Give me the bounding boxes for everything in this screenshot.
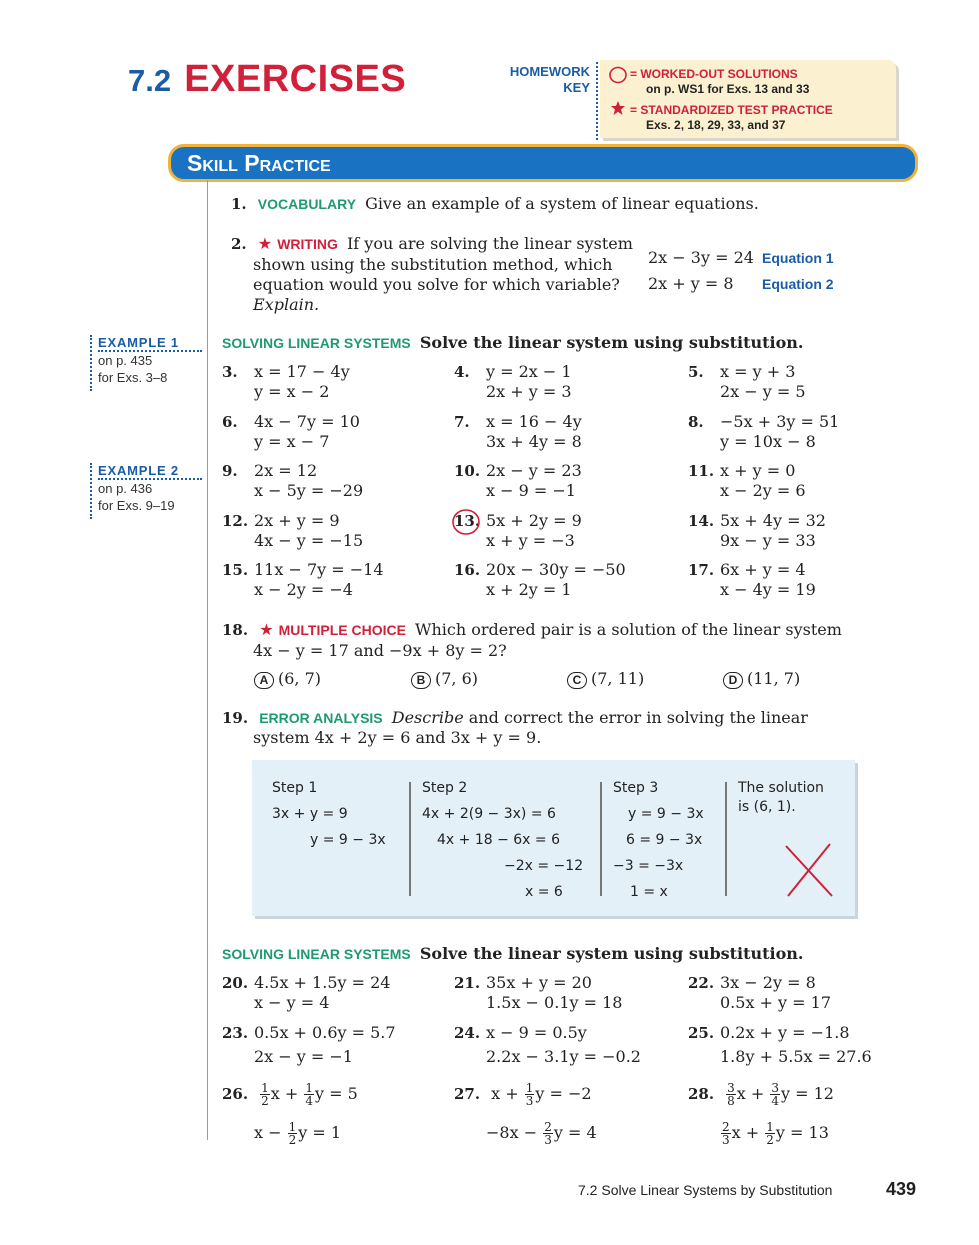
problem-28: 28. $\frac{3}{8}$ x + $\frac{3}{4}$ y = 12 [688,1081,834,1108]
exercise-text: Which ordered pair is a solution of the linear system [415,620,842,639]
problem-number: 9. [222,462,238,480]
step-line: −3 = −3x [613,858,684,874]
equation-line: x − 2y = 6 [720,481,806,500]
choice-letter: D [723,672,743,689]
exercise-verb: Describe [391,708,464,727]
choice-text: (7, 11) [591,669,645,688]
exercise-number: 18. [222,621,249,639]
problem-number: 22. [688,974,715,992]
problem-number: 25. [688,1024,715,1042]
key-worked-detail: on p. WS1 for Exs. 13 and 33 [646,82,810,96]
step-divider [725,782,727,896]
problem-number: 23. [222,1024,249,1042]
problem [222,412,360,452]
problem [454,412,582,452]
problem [222,362,350,402]
section-text: Solve the linear system using substitution. [419,944,804,963]
sidebar-line: for Exs. 3–8 [98,370,168,385]
equation-line: x = y + 3 [720,362,796,381]
solution-line: is (6, 1). [738,799,796,815]
problem-26-line-2: x − $\frac{1}{2}$ y = 1 [254,1120,342,1147]
choice-letter: C [567,672,587,689]
problem-number: 28. [688,1085,715,1103]
problem-number: 17. [688,561,715,579]
choice-a[interactable] [254,669,321,689]
choice-letter: B [411,672,431,689]
exercise-1 [231,194,759,214]
page-number: 439 [886,1179,917,1199]
exercise-18 [222,620,842,661]
exercise-tag: MULTIPLE CHOICE [278,622,406,638]
error-x-icon [782,842,836,900]
problem-number: 4. [454,363,470,381]
problem-26: 26. $\frac{1}{2}$ x + $\frac{1}{4}$ y = 5 [222,1081,358,1108]
exercise-2 [231,234,631,315]
step-divider [600,782,602,896]
equation-line: x − y = 4 [254,993,330,1012]
step-line: 3x + y = 9 [272,806,348,822]
title-number: 7.2 [128,63,172,98]
equation-line: 0.5x + y = 17 [720,993,832,1012]
problem [688,1023,872,1067]
exercise-text: 4x − y = 17 and −9x + 8y = 2? [253,641,507,660]
problem-number: 8. [688,413,704,431]
equation-line: 0.2x + y = −1.8 [720,1023,850,1042]
homework-key-label [470,64,590,96]
exercise-text: system 4x + 2y = 6 and 3x + y = 9. [253,728,542,747]
problem-number: 11. [688,462,715,480]
exercise-text: If you are solving the linear system [346,234,633,253]
equation-line: x − 5y = −29 [254,481,364,500]
step-line: 4x + 18 − 6x = 6 [437,832,560,848]
problem [222,1023,396,1067]
problem [222,973,390,1013]
problem-number: 15. [222,561,249,579]
banner-label: Skill Practice [187,150,331,176]
equation-line: 2x = 12 [254,461,318,480]
section-heading [222,944,803,963]
section-tag: SOLVING LINEAR SYSTEMS [222,335,411,351]
circle-icon [608,66,628,84]
problem [454,973,622,1013]
problem-number: 16. [454,561,481,579]
sidebar-line: on p. 435 [98,353,153,368]
problem [454,560,626,600]
problem-number: 27. [454,1085,481,1103]
problem-number: 14. [688,512,715,530]
sidebar-line: on p. 436 [98,481,153,496]
equation-line: y = x − 2 [254,382,330,401]
key-std-detail: Exs. 2, 18, 29, 33, and 37 [646,118,786,132]
equation-line: x − 2y = −4 [254,580,353,599]
equation-line: −5x + 3y = 51 [720,412,840,431]
exercise-text: shown using the substitution method, which [253,255,613,274]
problem-number: 12. [222,512,249,530]
equation-line: 1.5x − 0.1y = 18 [486,993,623,1012]
exercise-tag: ERROR ANALYSIS [259,710,383,726]
equation-line: 9x − y = 33 [720,531,816,550]
sidebar-dotline [90,335,92,391]
problem-number: 6. [222,413,238,431]
choice-d[interactable] [723,669,800,689]
step-line: x = 6 [525,884,563,900]
problem [454,1023,641,1067]
equation-line: x + y = −3 [486,531,575,550]
problem [222,461,363,501]
solution-line: The solution [738,780,824,796]
step-line: y = 9 − 3x [628,806,704,822]
sidebar-example-1 [90,335,205,386]
error-analysis-box [252,760,855,916]
problem [688,412,839,452]
equation-line: 6x + y = 4 [720,560,806,579]
exercise-text: equation would you solve for which variable? [253,275,620,294]
equation-line: 3x − 2y = 8 [720,973,816,992]
homework-key-line1: HOMEWORK [509,64,590,79]
equation-line: 20x − 30y = −50 [486,560,626,579]
equation-line: 2x + y = 9 [254,511,340,530]
problem [454,362,572,402]
problem-number: 26. [222,1085,249,1103]
worked-out-circle-icon [451,508,483,536]
exercise-text: Explain. [253,295,320,314]
problem [688,362,806,402]
exercise-19 [222,708,822,748]
exercise-tag: VOCABULARY [257,196,357,212]
skill-practice-banner [168,144,918,182]
section-text: Solve the linear system using substitution. [419,333,804,352]
sidebar-line: for Exs. 9–19 [98,498,175,513]
step-line: 6 = 9 − 3x [626,832,703,848]
step-line: −2x = −12 [504,858,584,874]
problem [222,511,363,551]
footer-section: 7.2 Solve Linear Systems by Substitution [578,1182,833,1198]
choice-c[interactable] [567,669,644,689]
equation-line: 5x + 4y = 32 [720,511,826,530]
page-title [128,58,406,101]
equation-line: y = x − 7 [254,432,330,451]
equation-line: 3x + 4y = 8 [486,432,582,451]
problem-27: 27. x + $\frac{1}{3}$ y = −2 [454,1081,592,1108]
exercise-tag: WRITING [277,236,338,252]
exercise-text: Give an example of a system of linear equations. [365,194,759,213]
homework-key-divider [596,62,598,140]
exercise-number: 19. [222,709,249,727]
problem-number: 21. [454,974,481,992]
step-title: Step 2 [422,780,468,796]
problem [688,973,831,1013]
equation-line: 5x + 2y = 9 [486,511,582,530]
equation-line: 4.5x + 1.5y = 24 [254,973,391,992]
star-icon: ★ [257,236,273,253]
step-title: Step 3 [613,780,659,796]
equation-line: 4x − y = −15 [254,531,364,550]
equation-line: x − 4y = 19 [720,580,816,599]
equation-line: 2.2x − 3.1y = −0.2 [486,1047,641,1066]
equation-line: y = 10x − 8 [720,432,816,451]
step-line: y = 9 − 3x [310,832,386,848]
equation-2-label: Equation 2 [762,276,834,292]
choice-text: (11, 7) [747,669,801,688]
equation-line: 4x − 7y = 10 [254,412,360,431]
star-icon: ★ [259,622,274,639]
step-line: 1 = x [630,884,668,900]
equation-line: x − 9 = 0.5y [486,1023,587,1042]
equation-line: 2x − y = −1 [254,1047,353,1066]
exercise-number: 1. [231,195,247,213]
equation-line: x = 16 − 4y [486,412,582,431]
equation-line: y = 2x − 1 [486,362,572,381]
choice-letter: A [254,672,274,689]
equation-line: x + y = 0 [720,461,796,480]
equation-line: x + 2y = 1 [486,580,572,599]
problem-number: 20. [222,974,249,992]
equation-2: 2x + y = 8 [648,274,734,293]
problem-27-line-2: −8x − $\frac{2}{3}$ y = 4 [486,1120,597,1147]
sidebar-dotline [90,463,92,519]
problem [454,461,582,501]
left-rule [207,180,208,1140]
problem-number: 13. [454,512,481,530]
choice-text: (6, 7) [278,669,322,688]
equation-line: 35x + y = 20 [486,973,592,992]
equation-line: 11x − 7y = −14 [254,560,384,579]
sidebar-label: EXAMPLE 2 [98,463,179,478]
sidebar-label: EXAMPLE 1 [98,335,179,350]
exercise-number: 2. [231,235,247,253]
problem-28-line-2: $\frac{2}{3}$ x + $\frac{1}{2}$ y = 13 [722,1120,829,1147]
key-worked-label: = WORKED-OUT SOLUTIONS [630,67,798,81]
problem-number: 24. [454,1024,481,1042]
equation-line: 1.8y + 5.5x = 27.6 [720,1047,872,1066]
homework-key-line2: KEY [563,80,590,95]
problem [222,560,384,600]
equation-line: 2x − y = 5 [720,382,806,401]
exercise-text: and correct the error in solving the linear [468,708,808,727]
key-std-label: = STANDARDIZED TEST PRACTICE [630,103,833,117]
equation-1-label: Equation 1 [762,250,834,266]
title-word: EXERCISES [184,58,407,100]
step-line: 4x + 2(9 − 3x) = 6 [422,806,556,822]
step-divider [409,782,411,896]
equation-line: 0.5x + 0.6y = 5.7 [254,1023,396,1042]
homework-key-box [600,60,896,138]
problem [688,461,806,501]
problem [688,511,826,551]
problem-number: 7. [454,413,470,431]
choice-b[interactable] [411,669,478,689]
sidebar-example-2 [90,463,205,514]
choice-text: (7, 6) [435,669,479,688]
problem-number: 5. [688,363,704,381]
equation-line: 2x − y = 23 [486,461,582,480]
problem [688,560,816,600]
problem-number: 10. [454,462,481,480]
section-heading [222,333,803,352]
equation-1: 2x − 3y = 24 [648,248,754,267]
equation-line: 2x + y = 3 [486,382,572,401]
star-icon [610,100,626,116]
equation-line: x = 17 − 4y [254,362,350,381]
equation-line: x − 9 = −1 [486,481,576,500]
problem-number: 3. [222,363,238,381]
section-tag: SOLVING LINEAR SYSTEMS [222,946,411,962]
step-title: Step 1 [272,780,318,796]
